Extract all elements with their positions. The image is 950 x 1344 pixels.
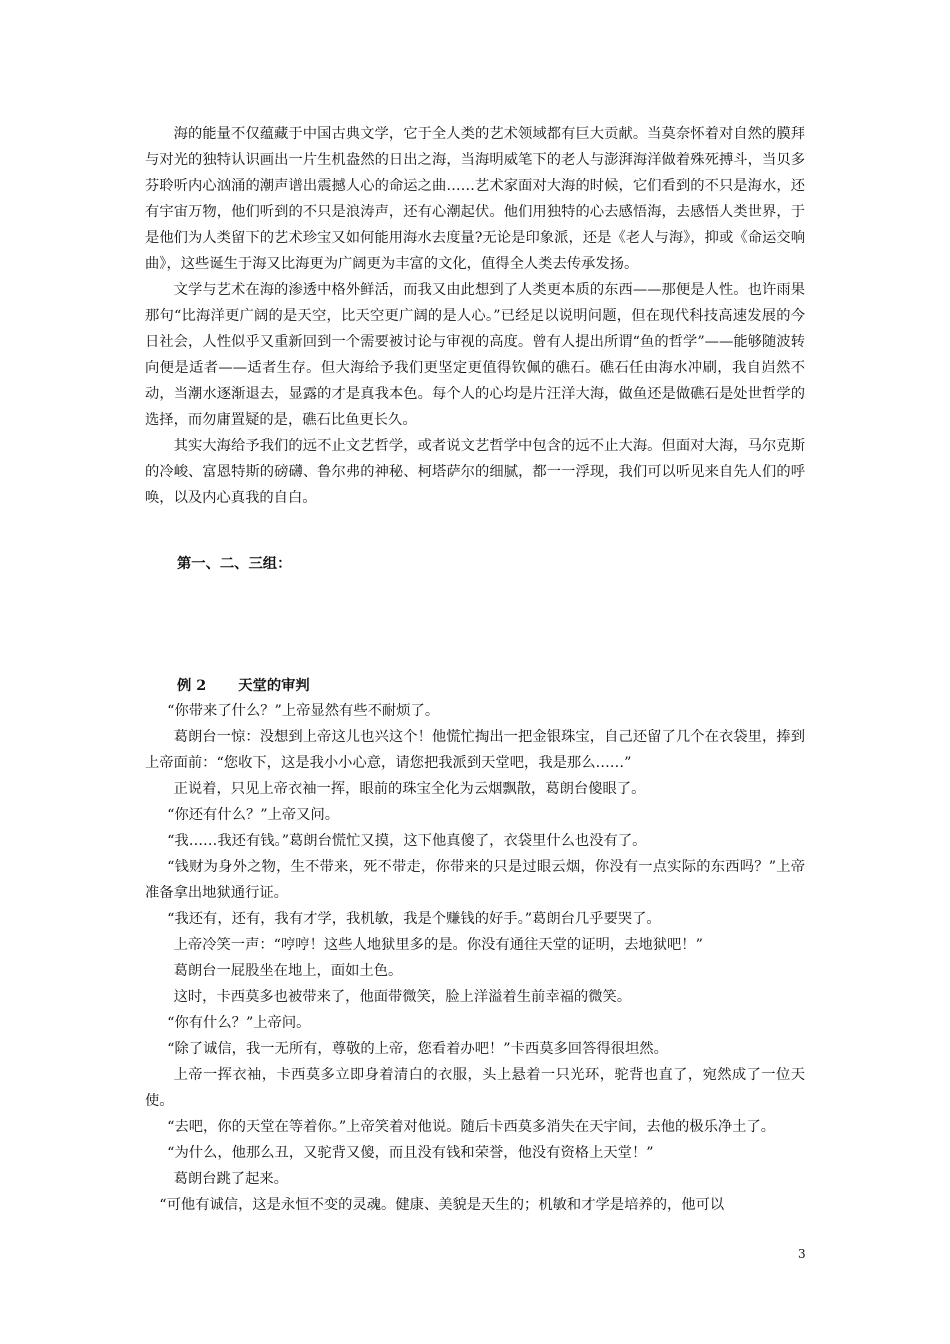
story-paragraph: 正说着，只见上帝衣袖一挥，眼前的珠宝全化为云烟飘散，葛朗台傻眼了。 — [173, 781, 646, 797]
example-heading — [177, 673, 310, 699]
story-paragraph: “除了诚信，我一无所有，尊敬的上帝，您看着办吧！”卡西莫多回答得很坦然。 — [167, 1041, 668, 1057]
story-paragraph: “我还有，还有，我有才学，我机敏，我是个赚钱的好手。”葛朗台几乎要哭了。 — [167, 911, 661, 927]
example-number: 例 2 — [177, 678, 207, 694]
story-paragraph: “你带来了什么？”上帝显然有些不耐烦了。 — [167, 703, 440, 719]
essay-paragraph: 文学与艺术在海的渗透中格外鲜活，而我又由此想到了人类更本质的东西——那便是人性。也许雨果那句“比海洋更广阔的是天空，比天空更广阔的是人心。”已经足以说明问题，但在现代科技高速发展的今日社会，人性似乎又重新回到一个需要被讨论与审视的高度。曾有人提出所谓“鱼的哲学”——能够随波转向便是适者——适者生存。但大海给予我们更坚定更值得钦佩的礁石。礁石任由海水冲刷，我自岿然不动，当潮水逐渐退去，显露的才是真我本色。每个人的心均是片汪洋大海，做鱼还是做礁石是处世哲学的选择，而勿庸置疑的是，礁石比鱼更长久。 — [145, 282, 805, 428]
page-number: 3 — [798, 1247, 806, 1261]
essay-body — [145, 121, 805, 511]
story-paragraph: “你有什么？”上帝问。 — [167, 1015, 311, 1031]
story-paragraph: “去吧，你的天堂在等着你。”上帝笑着对他说。随后卡西莫多消失在天宇间，去他的极乐净土了。 — [167, 1119, 776, 1135]
story-paragraph: “我……我还有钱。”葛朗台慌忙又摸，这下他真傻了，衣袋里什么也没有了。 — [167, 833, 647, 849]
story-body — [145, 698, 805, 1218]
story-paragraph: 上帝一挥衣袖，卡西莫多立即身着清白的衣服，头上悬着一只光环，驼背也直了，宛然成了一位天使。 — [145, 1067, 805, 1109]
story-paragraph: 葛朗台一屁股坐在地上，面如土色。 — [173, 963, 403, 979]
story-paragraph: 这时，卡西莫多也被带来了，他面带微笑，脸上洋溢着生前幸福的微笑。 — [173, 989, 632, 1005]
story-paragraph: 上帝冷笑一声：“哼哼！这些人地狱里多的是。你没有通往天堂的证明，去地狱吧！” — [173, 937, 703, 953]
story-paragraph: 葛朗台跳了起来。 — [173, 1171, 288, 1187]
story-paragraph: “可他有诚信，这是永恒不变的灵魂。健康、美貌是天生的；机敏和才学是培养的，他可以 — [159, 1197, 725, 1213]
group-heading: 第一、二、三组： — [177, 556, 292, 572]
example-title: 天堂的审判 — [238, 678, 310, 694]
story-paragraph: “你还有什么？”上帝又问。 — [167, 807, 340, 823]
story-paragraph: 葛朗台一惊：没想到上帝这儿也兴这个！他慌忙掏出一把金银珠宝，自己还留了几个在衣袋里，捧到上帝面前：“您收下，这是我小小心意，请您把我派到天堂吧，我是那么……” — [145, 729, 805, 771]
essay-paragraph: 其实大海给予我们的远不止文艺哲学，或者说文艺哲学中包含的远不止大海。但面对大海，马尔克斯的冷峻、富恩特斯的磅礴、鲁尔弗的神秘、柯塔萨尔的细腻，都一一浮现，我们可以听见来自先人们的呼唤，以及内心真我的自白。 — [145, 438, 805, 506]
story-paragraph: “为什么，他那么丑，又驼背又傻，而且没有钱和荣誉，他没有资格上天堂！” — [167, 1145, 654, 1161]
story-paragraph: “钱财为身外之物，生不带来，死不带走，你带来的只是过眼云烟，你没有一点实际的东西吗？”上帝准备拿出地狱通行证。 — [145, 859, 805, 901]
essay-paragraph: 海的能量不仅蕴藏于中国古典文学，它于全人类的艺术领域都有巨大贡献。当莫奈怀着对自然的膜拜与对光的独特认识画出一片生机盎然的日出之海，当海明威笔下的老人与澎湃海洋做着殊死搏斗，当贝多芬聆听内心汹涌的潮声谱出震撼人心的命运之曲……艺术家面对大海的时候，它们看到的不只是海水，还有宇宙万物，他们听到的不只是浪涛声，还有心潮起伏。他们用独特的心去感悟海，去感悟人类世界，于是他们为人类留下的艺术珍宝又如何能用海水去度量?无论是印象派，还是《老人与海》，抑或《命运交响曲》，这些诞生于海又比海更为广阔更为丰富的文化，值得全人类去传承发扬。 — [145, 126, 805, 272]
